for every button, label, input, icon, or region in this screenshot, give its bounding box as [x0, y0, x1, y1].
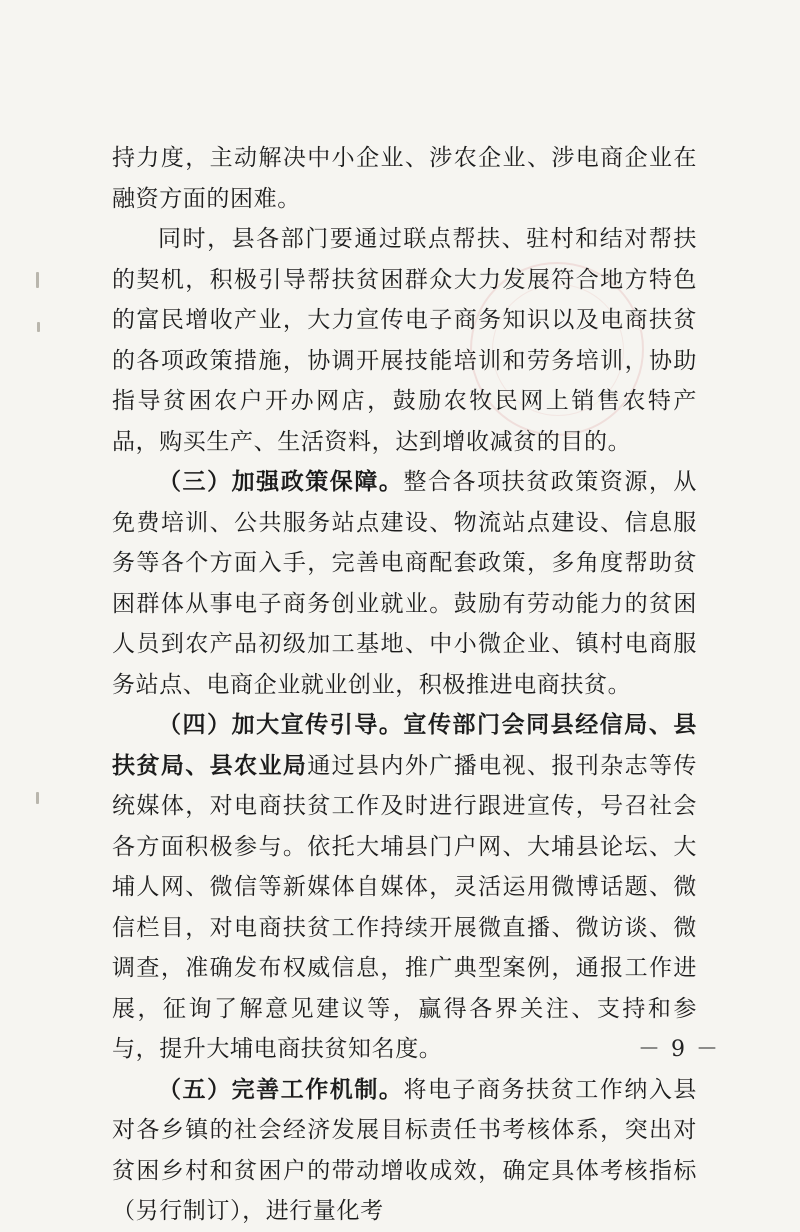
paragraph-text: 将电子商务扶贫工作纳入县对各乡镇的社会经济发展目标责任书考核体系，突出对贫困乡村和贫困户的带动增收成效，确定具体考核指标（另行制订），进行量化考	[112, 1076, 698, 1224]
page-number: － 9 －	[638, 1037, 720, 1062]
margin-binding-mark	[37, 322, 40, 332]
paragraph-same-time	[112, 219, 697, 462]
section-heading: （五）完善工作机制。	[158, 1075, 404, 1103]
paragraph-work-mechanism	[112, 1070, 697, 1232]
section-heading: （四）加大宣传引导。宣传部门会同县经信局、县扶贫局、县农业局	[112, 711, 697, 779]
margin-binding-mark	[36, 792, 39, 804]
paragraph-publicity	[112, 705, 697, 1070]
body-text	[112, 138, 697, 1232]
paragraph-policy-guarantee	[112, 462, 697, 705]
paragraph-text: 通过县内外广播电视、报刊杂志等传统媒体，对电商扶贫工作及时进行跟进宣传，号召社会各方面积极参与。依托大埔县门户网、大埔县论坛、大埔人网、微信等新媒体自媒体，灵活运用微博话题、微信栏目，对电商扶贫工作持续开展微直播、微访谈、微调查，准确发布权威信息，推广典型案例，通报工作进展，征询了解意见建议等，赢得各界关注、支持和参与，提升大埔电商扶贫知名度。	[112, 752, 697, 1062]
margin-binding-mark	[36, 272, 39, 288]
paragraph-text: 持力度，主动解决中小企业、涉农企业、涉电商企业在融资方面的困难。	[112, 145, 697, 212]
paragraph-text: 整合各项扶贫政策资源，从免费培训、公共服务站点建设、物流站点建设、信息服务等各个方面入手，完善电商配套政策，多角度帮助贫困群体从事电子商务创业就业。鼓励有劳动能力的贫困人员到农产品初级加工基地、中小微企业、镇村电商服务站点、电商企业就业创业，积极推进电商扶贫。	[112, 469, 698, 698]
section-heading: （三）加强政策保障。	[158, 468, 404, 495]
paragraph-continuation	[112, 138, 697, 219]
paragraph-text: 同时，县各部门要通过联点帮扶、驻村和结对帮扶的契机，积极引导帮扶贫困群众大力发展符合地方特色的富民增收产业，大力宣传电子商务知识以及电商扶贫的各项政策措施，协调开展技能培训和劳务培训，协助指导贫困农户开办网店，鼓励农牧民网上销售农特产品，购买生产、生活资料，达到增收减贫的目的。	[112, 226, 697, 455]
